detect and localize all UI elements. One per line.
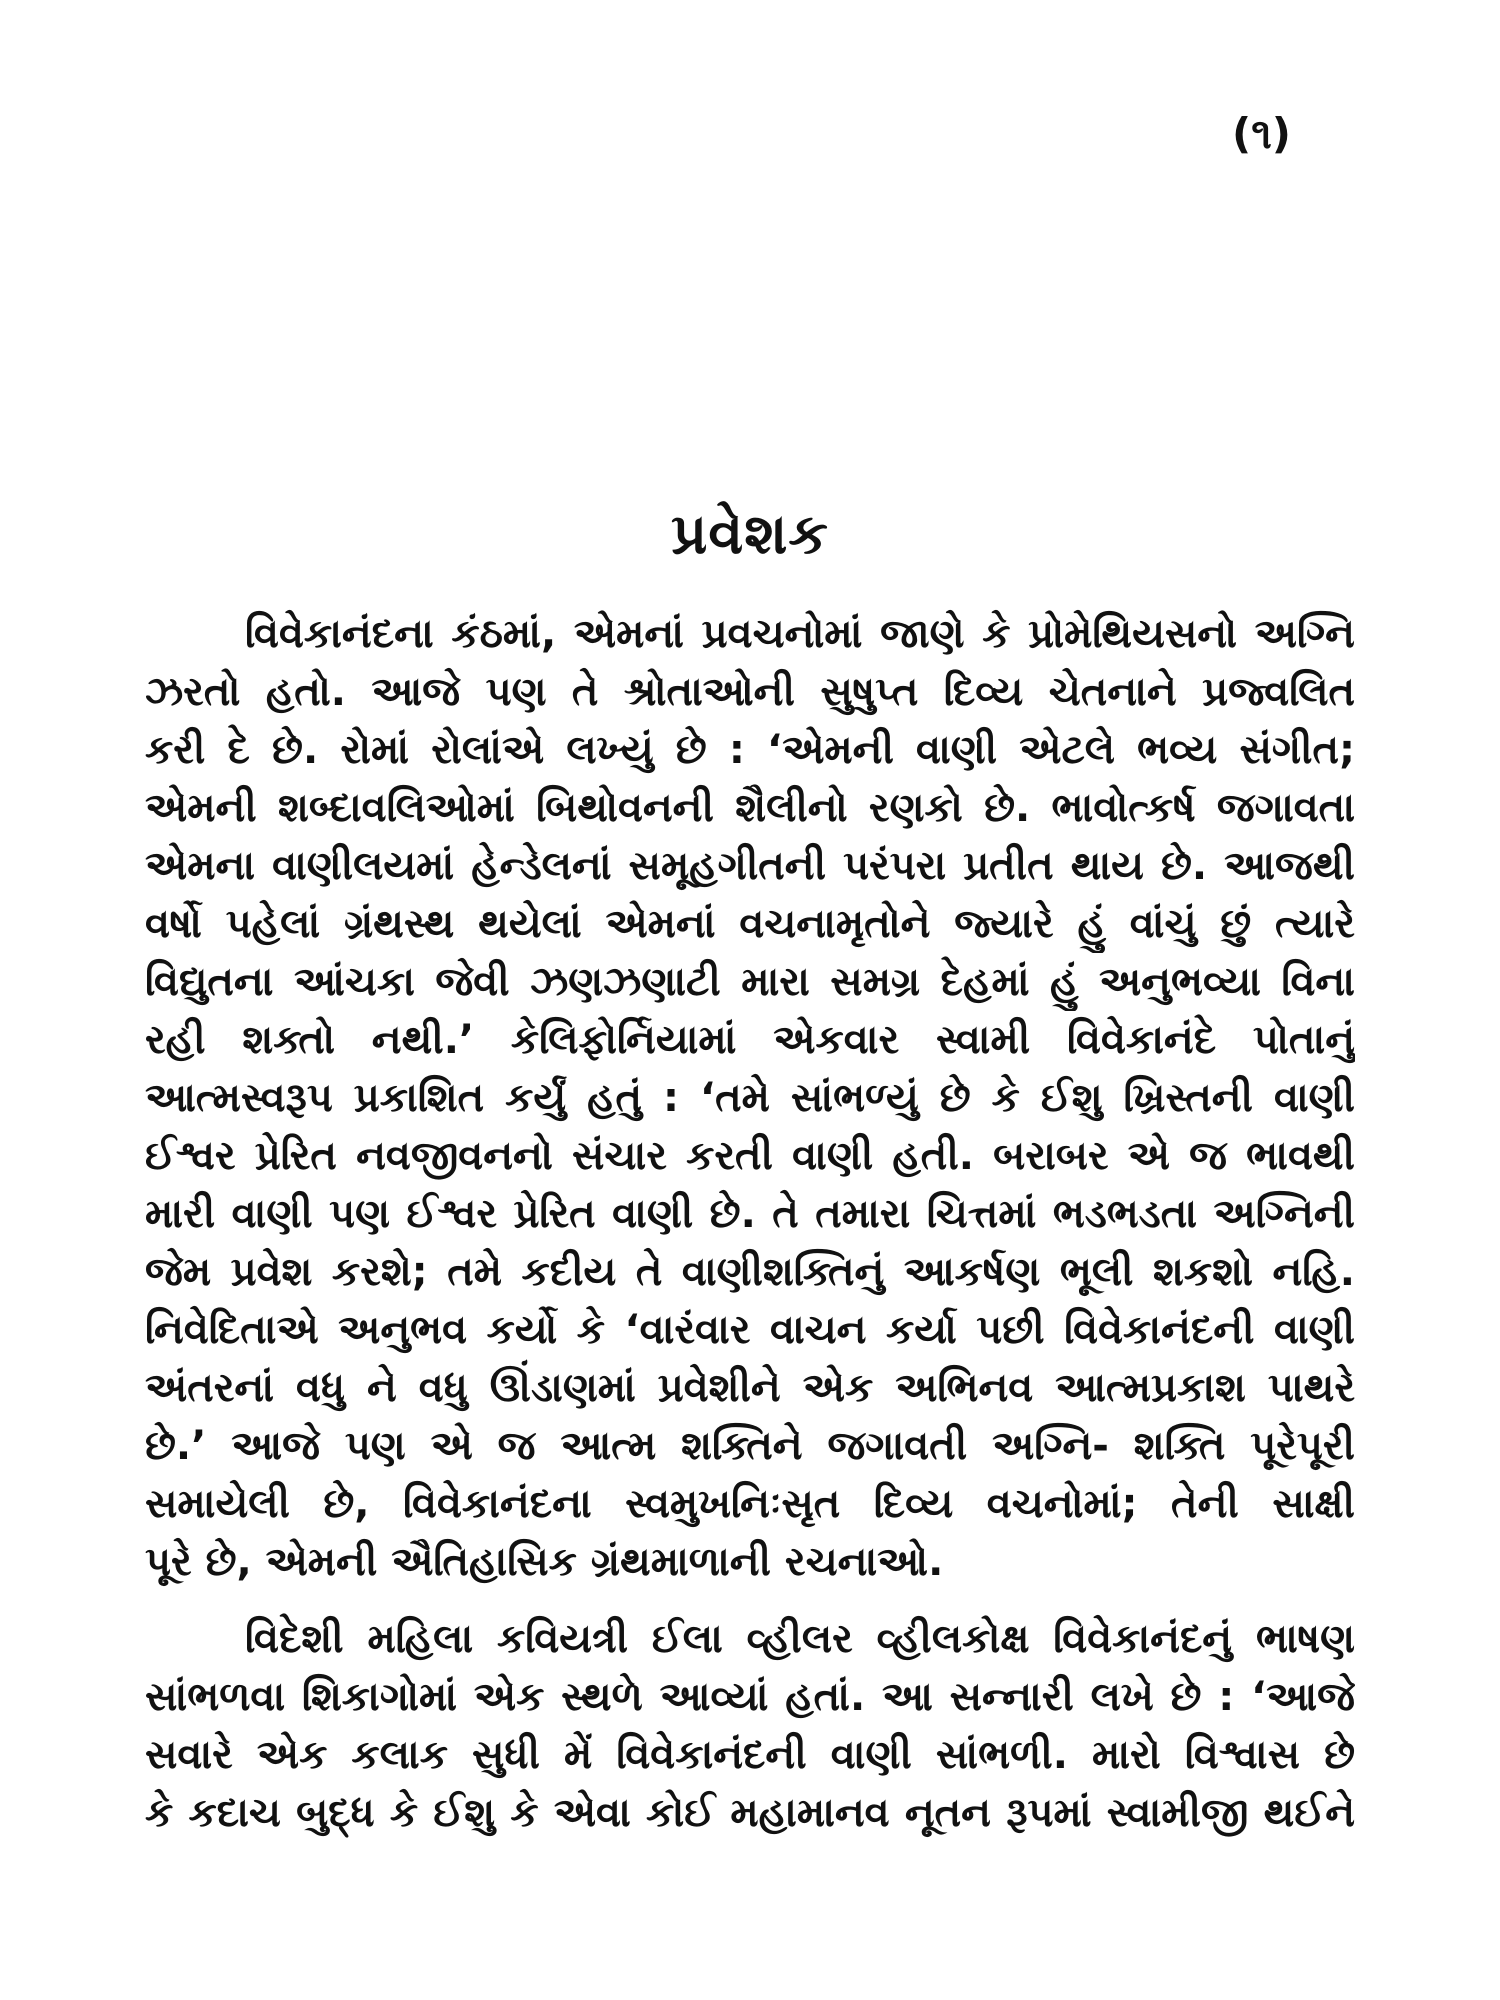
paragraph-1-line-17: પૂરે છે, એમની ઐતિહાસિક ગ્રંથમાળાની રચનાઓ. (145, 1539, 944, 1585)
paragraph-1-line-16: સમાયેલી છે, વિવેકાનંદના સ્વમુખનિઃસૃત દિવ્ય વચનોમાં; તેની સાક્ષી (145, 1481, 1355, 1527)
paragraph-2-line-1: વિદેશી મહિલા કવિયત્રી ઈલા વ્હીલર વ્હીલકોક્ષ વિવેકાનંદનું ભાષણ (245, 1616, 1355, 1662)
paragraph-1-line-6: વર્ષો પહેલાં ગ્રંથસ્થ થયેલાં એમનાં વચનામૃતોને જ્યારે હું વાંચું છું ત્યારે (145, 901, 1355, 947)
page-number: (૧) (1232, 109, 1291, 158)
paragraph-1-line-14: અંતરનાં વધુ ને વધુ ઊંડાણમાં પ્રવેશીને એક અભિનવ આત્મપ્રકાશ પાથરે (145, 1365, 1355, 1411)
paragraph-1-line-13: નિવેદિતાએ અનુભવ કર્યો કે ‘વારંવાર વાચન કર્યા પછી વિવેકાનંદની વાણી (145, 1307, 1355, 1353)
paragraph-1-line-15: છે.’ આજે પણ એ જ આત્મ શક્તિને જગાવતી અગ્નિ- શક્તિ પૂરેપૂરી (145, 1423, 1355, 1469)
paragraph-1-line-4: એમની શબ્દાવલિઓમાં બિથોવનની શૈલીનો રણકો છે. ભાવોત્કર્ષ જગાવતા (145, 785, 1355, 831)
paragraph-2-line-4: કે કદાચ બુદ્ધ કે ઈશુ કે એવા કોઈ મહામાનવ નૂતન રૂપમાં સ્વામીજી થઈને (145, 1790, 1355, 1836)
paragraph-1-line-1: વિવેકાનંદના કંઠમાં, એમનાં પ્રવચનોમાં જાણે કે પ્રોમેથિયસનો અગ્નિ (245, 611, 1355, 657)
chapter-title: પ્રવેશક (671, 502, 829, 567)
paragraph-1-line-2: ઝરતો હતો. આજે પણ તે શ્રોતાઓની સુષુપ્ત દિવ્ય ચેતનાને પ્રજ્વલિત (145, 669, 1355, 715)
paragraph-1-line-7: વિદ્યુતના આંચકા જેવી ઝણઝણાટી મારા સમગ્ર દેહમાં હું અનુભવ્યા વિના (145, 959, 1355, 1005)
paragraph-2-line-2: સાંભળવા શિકાગોમાં એક સ્થળે આવ્યાં હતાં. આ સન્નારી લખે છે : ‘આજે (145, 1674, 1355, 1720)
paragraph-1-line-3: કરી દે છે. રોમાં રોલાંએ લખ્યું છે : ‘એમની વાણી એટલે ભવ્ય સંગીત; (145, 727, 1355, 773)
paragraph-1-line-12: જેમ પ્રવેશ કરશે; તમે કદીય તે વાણીશક્તિનું આકર્ષણ ભૂલી શકશો નહિ. (145, 1249, 1355, 1295)
paragraph-1-line-5: એમના વાણીલયમાં હેન્ડેલનાં સમૂહગીતની પરંપરા પ્રતીત થાય છે. આજથી (145, 843, 1355, 889)
paragraph-2-line-3: સવારે એક કલાક સુધી મેં વિવેકાનંદની વાણી સાંભળી. મારો વિશ્વાસ છે (145, 1732, 1355, 1778)
paragraph-1-line-8: રહી શક્તો નથી.’ કેલિફોર્નિયામાં એકવાર સ્વામી વિવેકાનંદે પોતાનું (145, 1017, 1355, 1063)
paragraph-1-line-9: આત્મસ્વરૂપ પ્રકાશિત કર્યું હતું : ‘તમે સાંભળ્યું છે કે ઈશુ ખ્રિસ્તની વાણી (145, 1075, 1355, 1121)
paragraph-1-line-10: ઈશ્વર પ્રેરિત નવજીવનનો સંચાર કરતી વાણી હતી. બરાબર એ જ ભાવથી (145, 1133, 1355, 1179)
paragraph-1-line-11: મારી વાણી પણ ઈશ્વર પ્રેરિત વાણી છે. તે તમારા ચિત્તમાં ભડભડતા અગ્નિની (145, 1191, 1355, 1237)
